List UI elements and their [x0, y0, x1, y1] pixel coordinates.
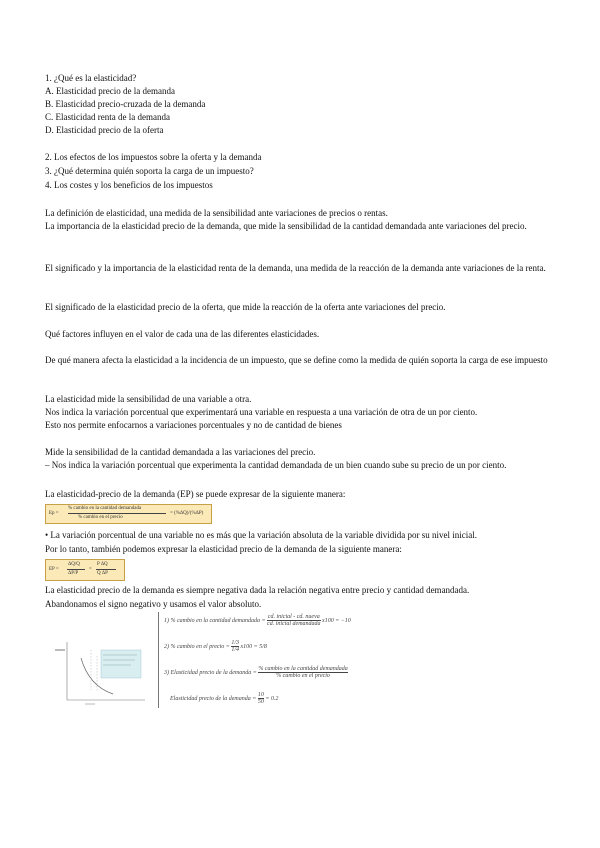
hw3-denominator: % cambio en el precio	[276, 673, 330, 679]
topic-2: 2. Los efectos de los impuestos sobre la oferta y la demanda	[45, 152, 262, 162]
hw2-numerator: 1/3	[231, 640, 239, 646]
formula2-denominator-2: Q ΔP	[97, 571, 108, 576]
topic-3: 3. ¿Qué determina quién soporta la carga de un impuesto?	[45, 166, 254, 176]
paragraph-focus: Esto nos permite enfocarnos a variaciones porcentuales y no de cantidad de bienes	[45, 420, 342, 430]
hw2-fraction	[231, 640, 239, 653]
topic-4: 4. Los costes y los beneficios de los impuestos	[45, 180, 213, 190]
demand-curve-figure	[55, 628, 155, 708]
hw2-result: x100 = 5/8	[240, 643, 267, 650]
paragraph-elasticity-measure: La elasticidad mide la sensibilidad de una variable a otra.	[45, 394, 252, 404]
paragraph-always-negative: La elasticidad precio de la demanda es siempre negativa dada la relación negativa entre precio y cantidad demandada.	[45, 585, 470, 595]
paragraph-supply-elasticity: El significado de la elasticidad precio de la oferta, que mide la reacción de la oferta ante variaciones del precio.	[45, 302, 446, 312]
paragraph-income-elasticity: El significado y la importancia de la elasticidad renta de la demanda, una medida de la reacción de la demanda ante variaciones de la renta.	[45, 263, 546, 273]
figure-divider	[158, 612, 159, 708]
formula-ep-absolute	[45, 559, 125, 581]
question-1: 1. ¿Qué es la elasticidad?	[45, 73, 137, 83]
figure-annotation-box	[101, 650, 141, 678]
hw3-fraction	[258, 666, 347, 679]
hw1-label: 1) % cambio en la cantidad demandada =	[164, 617, 266, 624]
hw2-label: 2) % cambio en el precio =	[164, 643, 230, 650]
formula2-numerator-2: P ΔQ	[97, 562, 108, 567]
hw4-label: Elasticidad precio de la demanda =	[170, 695, 257, 702]
hw4-result: = 0.2	[265, 695, 279, 702]
formula1-denominator: % cambio en el precio	[78, 515, 123, 520]
paragraph-factors: Qué factores influyen en el valor de cada una de las diferentes elasticidades.	[45, 329, 320, 339]
paragraph-sensitivity: Mide la sensibilidad de la cantidad demandada a las variaciones del precio.	[45, 447, 316, 457]
handwritten-line-4	[170, 692, 278, 705]
formula2-equals: =	[89, 567, 92, 572]
hw3-numerator: % cambio en la cantidad demandada	[258, 666, 348, 672]
hw4-numerator: 10	[257, 692, 264, 698]
formula1-fraction-bar	[68, 513, 166, 514]
paragraph-price-elasticity: La importancia de la elasticidad precio de la demanda, que mide la sensibilidad de la cantidad demandada ante variaciones del precio.	[45, 221, 527, 231]
paragraph-definition: La definición de elasticidad, una medida de la sensibilidad ante variaciones de precios o rentas.	[45, 208, 388, 218]
formula1-numerator: % cambio en la cantidad demandada	[68, 506, 142, 511]
handwritten-line-2	[164, 640, 267, 653]
question-b: B. Elasticidad precio-cruzada de la demanda	[45, 99, 206, 109]
question-d: D. Elasticidad precio de la oferta	[45, 125, 164, 135]
formula2-fraction-bar	[67, 569, 85, 570]
hw3-label: 3) Elasticidad precio de la demanda =	[164, 669, 257, 676]
paragraph-tax-incidence: De qué manera afecta la elasticidad a la incidencia de un impuesto, que se define como la medida de quién soporta la carga de ese impuesto	[45, 355, 548, 365]
paragraph-percent-variation: Nos indica la variación porcentual que experimentará una variable en respuesta a una variación de otra de un por ciento.	[45, 407, 478, 417]
formula1-rhs: = (%ΔQ)/(%ΔP)	[170, 511, 204, 516]
formula2-lhs: EP =	[49, 567, 59, 572]
paragraph-also-express: Por lo tanto, también podemos expresar la elasticidad precio de la demanda de la siguiente manera:	[45, 544, 402, 554]
hw1-denominator: cd. inicial demandada	[267, 621, 321, 627]
formula2-fraction-bar-2	[96, 569, 116, 570]
paragraph-ep-expression: La elasticidad-precio de la demanda (EP) se puede expresar de la siguiente manera:	[45, 489, 346, 499]
formula2-denominator: ΔP/P	[68, 571, 79, 576]
question-c: C. Elasticidad renta de la demanda	[45, 112, 170, 122]
paragraph-absolute-variation: • La variación porcentual de una variable no es más que la variación absoluta de la variable dividida por su nivel inicial.	[45, 530, 477, 540]
formula1-lhs: Ep =	[49, 511, 59, 516]
formula2-numerator: ΔQ/Q	[68, 562, 80, 567]
hw4-fraction	[258, 692, 264, 705]
hw4-denominator: 50	[257, 699, 264, 705]
formula-ep-percent	[45, 504, 212, 524]
handwritten-line-3	[164, 666, 348, 679]
hw1-result: x100 = −10	[322, 617, 351, 624]
paragraph-indicates: – Nos indica la variación porcentual que experimenta la cantidad demandada de un bien cuando sube su precio de un por ciento.	[45, 460, 507, 470]
handwritten-line-1	[164, 614, 351, 627]
paragraph-absolute-value: Abandonamos el signo negativo y usamos el valor absoluto.	[45, 599, 262, 609]
hw1-fraction	[267, 614, 321, 627]
hw2-denominator: 1/4	[231, 647, 239, 653]
hw1-numerator: cd. inicial - cd. nueva	[267, 614, 320, 620]
question-a: A. Elasticidad precio de la demanda	[45, 86, 175, 96]
